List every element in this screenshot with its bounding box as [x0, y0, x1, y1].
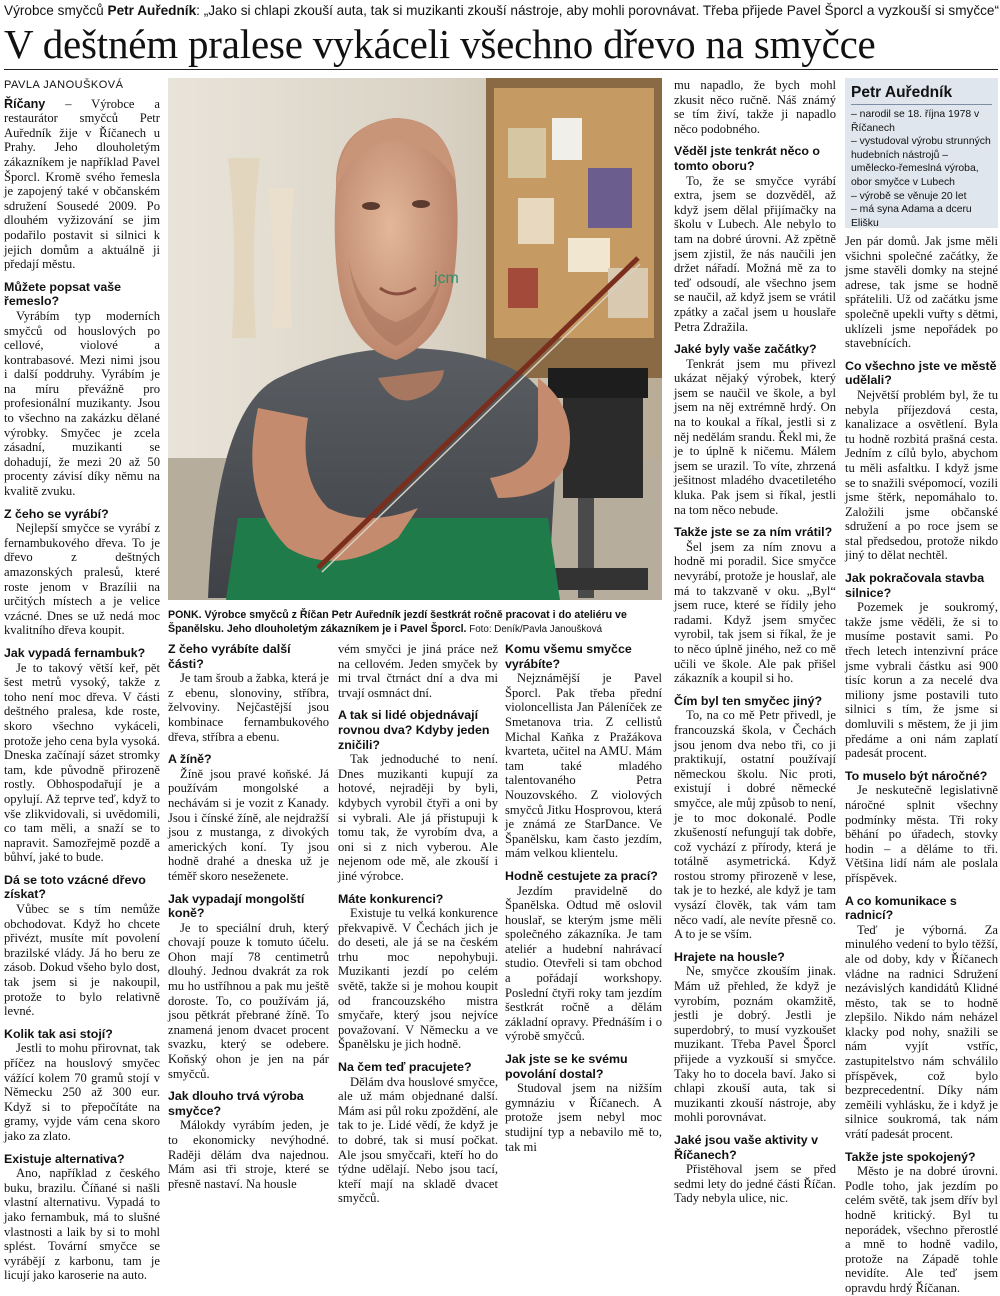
interview-answer: Největší problém byl, že tu nebyla příjezdová cesta, kanalizace a osvětlení. Byla tu hodně rozbitá prašná cesta. Jedním z cílů bylo, abychom tu měli asfaltku. I když jsme se to snažili svépomocí, vozili jsme štěrk, nepomáhalo to. Založili jsme občanské sdružení a po roce jsem se stal předsedou, protože nikdo jiný to dělat nechtěl.	[845, 387, 998, 563]
interview-answer: Nejlepší smyčce se vyrábí z fernambukového dřeva. To je dřevo z deštných amazonských pralesů, které roste jenom v Brazílii na určitých místech a je velice vzácné. Dnes se už nedá moc kvalitního dřeva koupit.	[4, 521, 160, 638]
header-rule	[4, 69, 998, 70]
interview-answer: Přistěhoval jsem se před sedmi lety do jedné části Říčan. Tady nebyla ulice, nic.	[674, 1162, 836, 1206]
qa-list	[338, 708, 498, 1206]
article-column-4	[505, 642, 662, 1154]
dateline: Říčany	[4, 96, 46, 111]
qa-list	[168, 642, 329, 1191]
profile-facts	[851, 108, 992, 230]
interview-answer: Je to speciální druh, který chovají pouze k tomuto účelu. Ohon mají 78 centimetrů dlouhý. Jednou dvakrát za rok mu ho ustříhnou a pak mu ještě doroste. To, co používám já, jsou pětkrát přebrané žíně. To znamená jenom dvacet procent svazku, který se odebere. Koňský ohon je jen na pár smyčců.	[168, 920, 329, 1081]
kicker	[4, 2, 1000, 19]
interview-question: Z čeho vyrábíte další části?	[168, 642, 291, 671]
shirt-logo: jcm	[434, 270, 459, 287]
interview-answer: Je to takový větší keř, pět šest metrů vysoký, takže z toho není moc dřeva. V části deštného pralesa, kde roste, skoro všechno vykáceli, protože jeho cena byla vysoká. Dneska začínají sázet stromky tam, kde původně přirozeně rostly. Obhospodařují je a opylují. Až teprve teď, když to vše zlikvidovali, si uvědomili, co tam měli, a snaží se to napravit. Samozřejmě pozdě a bůhví, jaké to bude.	[4, 660, 160, 865]
interview-question: Na čem teď pracujete?	[338, 1060, 472, 1075]
interview-answer: Existuje tu velká konkurence překvapivě. V Čechách jich je do deseti, ale já se na českém trhu moc nepohybuji. Muzikanti jezdí po celém světě, takže si je mohou koupit od francouzského mistra smyčaře, který jsou nejvíce považovaní. V Německu a ve Španělsku je jich hodně.	[338, 906, 498, 1052]
continued-paragraph: Jen pár domů. Jak jsme měli všichni společné začátky, že jsme stavěli domky na stejné adrese, tak jsme se hodně spřátelili. Už od začátku jsme společně upekli vuřty s dětmi, uklízeli jsme nepořádek po stavebnících.	[845, 234, 998, 351]
qa-list	[674, 144, 836, 1206]
interview-answer: Vyrábím typ moderních smyčců od houslových po cellové, violové a kontrabasové. Mezi nimi jsou i další poddruhy. Vyrábím je na míru převážně pro profesionální muzikanty. Jsou to všechno na zakázku dělané výrobky. Smyčec je zcela zásadní, muzikanti se dohadují, že mezi 20 až 50 procenty závisí díky němu na kvalitě zvuku.	[4, 308, 160, 499]
interview-question: Komu všemu smyčce vyrábíte?	[505, 642, 632, 671]
article-photo	[168, 78, 662, 600]
photo-caption	[168, 609, 662, 636]
interview-answer: Šel jsem za ním znovu a hodně mi poradil. Sice smyčce nevyrábí, protože je houslař, ale má to takzvaně v oku. „Byl“ jsem ruce, které se řídily jeho radami. Když jsem smyčec vyrobil, tak jsem si říkal, že je to něco úplně jiného, než co mě učili ve škole. Ale pak přišel zákazník a koupil si ho.	[674, 539, 836, 686]
kicker-lead: Výrobce smyčců	[4, 3, 108, 18]
interview-question: Jak dlouho trvá výroba smyčce?	[168, 1089, 304, 1118]
interview-answer: Žíně jsou pravé koňské. Já používám mongolské a nechávám si je vozit z Kanady. Jsou i čínské žíně, ale nejdražší jsou z mustanga, z divokých amerických koní. Ty jsou hodně drahé a dneska už je téměř skoro neseženete.	[168, 766, 329, 883]
article-column-6	[845, 234, 998, 1296]
interview-answer: To, na co mě Petr přivedl, je francouzská škola, v Čechách jsou jenom dva nebo tři, co ji praktikují, ostatní používají německou školu. Nic proti, existují i dobré německé smyčce, ale můj způsob to není, je to moc dokonalé. Podle zkušeností nefungují tak dobře, což vychází z přírody, která je totálně asymetrická. Když rostou stromy přirozeně v lese, tak je to hezké, ale když je tam vysází člověk, tak vám tam něco vadí, ale nevíte přesně co. A to je se vším.	[674, 708, 836, 942]
article-column-5	[674, 78, 836, 1206]
interview-question: Věděl jste tenkrát něco o tomto oboru?	[674, 144, 820, 173]
kicker-name: Petr Auředník	[107, 3, 197, 18]
interview-answer: Tenkrát jsem mu přivezl ukázat nějaký výrobek, který jsem se naučil ve škole, a byl jsem na něj extrémně hrdý. On na to koukal a říkal, jestli si z něj nedělám srandu. Řekl mi, že je to úplně k ničemu. Málem jsem se urazil. To víte, zhrzená ješitnost mladého dvacetiletého kluka. Pak jsem si říkal, jestli na tom něco nebude.	[674, 356, 836, 517]
interview-answer: Je tam šroub a žabka, která je z ebenu, slonoviny, stříbra, želvoviny. Nejčastější jsou kombinace fernambukového dřeva, stříbra a ebenu.	[168, 671, 329, 744]
profile-fact: – narodil se 18. října 1978 v Říčanech	[851, 109, 980, 134]
interview-answer: Jezdím pravidelně do Španělska. Odtud mě oslovil houslař, se kterým jsme měli společného zákazníka. Je tam ateliér a hudební nahrávací studio. Otevřeli si tam obchod a pořádají workshopy. Poslední čtyři roky tam jezdím šestkrát ročně a dělám základní opravy. Přednáším i o výrobě smyčců.	[505, 883, 662, 1044]
interview-question: Čím byl ten smyčec jiný?	[674, 693, 823, 708]
article-column-2	[168, 642, 329, 1191]
interview-question: Hodně cestujete za prací?	[505, 868, 658, 883]
interview-answer: Jestli to mohu přirovnat, tak příčez na houslový smyčec vážící kolem 70 gramů stojí v Německu 250 až 300 eur. Když si to přepočítáte na gramy, vyjde vám cena skoro jako za zlato.	[4, 1041, 160, 1143]
article-column-3	[338, 642, 498, 1206]
interview-question: Jak pokračovala stavba silnice?	[845, 571, 985, 600]
qa-list	[505, 642, 662, 1154]
interview-answer: Dělám dva houslové smyčce, ale už mám objednané další. Mám asi půl roku zpoždění, ale tak to je. Lidé vědí, že když je to dobré, tak si musí počkat. Ale jsou smyčcaři, kteří ho do týdne udělají. Nebo jsou tací, kteří mají na skladě dvacet smyčců.	[338, 1074, 498, 1206]
interview-answer: Město je na dobré úrovni. Podle toho, jak jezdím po celém světě, tak jsem dřív byl hodně kritický. Byl tu neporádek, všechno přerostlé a mně to hodně vadilo, protože na Západě tohle nevidíte. Ale teď jsem opravdu hrdý Říčanan.	[845, 1164, 998, 1295]
qa-list	[845, 359, 998, 1296]
author-byline: PAVLA JANOUŠKOVÁ	[4, 79, 124, 91]
interview-answer: Je neskutečně legislativně náročné splnit všechny podmínky města. Tři roky běhání po úřadech, stovky hodin – a děláme to tři. Většina lidí nám ale poslala příspěvek.	[845, 783, 998, 885]
interview-question: Jak vypadá fernambuk?	[4, 645, 146, 660]
caption-text: PONK. Výrobce smyčců z Říčan Petr Auředník jezdí šestkrát ročně pracovat i do ateliéru ve Španělsku. Jeho dlouholetým zákazníkem je i Pavel Šporcl.	[168, 609, 627, 635]
interview-question: Máte konkurenci?	[338, 891, 444, 906]
interview-answer: Málokdy vyrábím jeden, je to ekonomicky nevýhodné. Raději dělám dva najednou. Mám asi tři stroje, které se přesně nastaví. Na housle	[168, 1118, 329, 1191]
profile-name: Petr Auředník	[851, 83, 992, 105]
interview-question: Takže jste spokojený?	[845, 1149, 976, 1164]
interview-answer: Pozemek je soukromý, takže jsme věděli, že si to musíme postavit sami. Po třech letech intenzivní práce jsme vybrali částku asi 900 tisíc korun a za necelé dva miliony jsme postavili tuto silnici s tím, že jsme si domluvili s městem, že ji jim předáme a oni nám zaplatí padesát procent.	[845, 600, 998, 761]
interview-answer: Nejznámější je Pavel Šporcl. Pak třeba přední violoncellista Jan Páleníček ze Smetanova tria. Z cellistů Michal Kaňka z Pražákova kvarteta, učitel na AMU. Mám tam také mladého talentovaného Petra Nouzovského. Z violových smyčců Jitku Hosprovou, která je známá ze StarDance. Ve Španělsku, kam často jezdím, mám velkou klientelu.	[505, 671, 662, 861]
interview-question: Kolik tak asi stojí?	[4, 1026, 113, 1041]
interview-question: Dá se toto vzácné dřevo získat?	[4, 872, 146, 902]
interview-question: A tak si lidé objednávají rovnou dva? Kdyby jeden zničili?	[338, 708, 490, 752]
interview-question: Existuje alternativa?	[4, 1151, 125, 1166]
lead-paragraph	[4, 97, 160, 272]
profile-infobox	[845, 78, 998, 228]
article-column-1	[4, 78, 160, 1283]
interview-answer: Studoval jsem na nižším gymnáziu v Říčanech. A protože jsem nebyl moc studijní typ a nebavilo mě to, tak mi	[505, 1081, 662, 1154]
interview-question: Takže jste se za ním vrátil?	[674, 525, 833, 540]
headline: V deštném pralese vykáceli všechno dřevo na smyčce	[4, 21, 876, 67]
interview-question: A žíně?	[168, 752, 212, 767]
profile-fact: – vystudoval výrobu strunných hudebních nástrojů – umělecko-řemeslná výroba, obor smyčce v Lubech	[851, 136, 991, 188]
interview-answer: Tak jednoduché to není. Dnes muzikanti kupují za hotové, nejraději by byli, kdybych vyrobil čtyři a oni by si vybrali. Ale já přistupuji k tomu tak, že vyrobím dva, a oni si z nich vyberou. Ale nejenom ode mě, ale zkouší i jiné výrobce.	[338, 752, 498, 883]
continued-paragraph: mu napadlo, že bych mohl zkusit něco ručně. Náš známý se tím živí, takže ji napadlo něco podobného.	[674, 78, 836, 136]
interview-answer: Vůbec se s tím nemůže obchodovat. Když ho chcete přivézt, musíte mít povolení brazilské vlády. Já ho beru ze zásob. Dokud všeho bylo dost, tak jsem si je nakoupil, protože to bylo relativně levné.	[4, 902, 160, 1019]
interview-answer: To, že se smyčce vyrábí extra, jsem se dozvěděl, až když jsem dělal přijímačky na školu v Lubech. Ale nebylo to tam na dobré úrovni. Až zpětně jsem zjistil, že nás naučili jen držet nářadí. Možná mě za to teď odsoudí, ale všechno jsem se naučil, až když jsem se vrátil zpátky a začal jsem u houslaře Petra Zdražila.	[674, 173, 836, 334]
continued-paragraph: vém smyčci je jiná práce než na cellovém. Jeden smyček by mi trval čtrnáct dní a dva mi trvají osmnáct dní.	[338, 642, 498, 700]
interview-question: Můžete popsat vaše řemeslo?	[4, 279, 122, 309]
interview-question: Hrajete na housle?	[674, 949, 785, 964]
interview-question: Jaké byly vaše začátky?	[674, 342, 817, 357]
interview-question: Co všechno jste ve městě udělali?	[845, 358, 997, 388]
interview-question: Jak vypadají mongolští koně?	[168, 891, 305, 921]
interview-question: To muselo být náročné?	[845, 768, 988, 783]
portrait-illustration	[168, 78, 662, 600]
interview-answer: Ano, například z českého buku, brazilu. Číňané si našli vlastní alternativu. Vypadá to jako fernambuk, má to slušné vlastnosti a laik by si to mohl splést. Tovární smyčce se vyrábějí z karbonu, tam je licují jako karoserie na auto.	[4, 1166, 160, 1283]
profile-fact: – výrobě se věnuje 20 let	[851, 190, 967, 202]
kicker-quote: : „Jako si chlapi zkouší auta, tak si muzikanti zkouší nástroje, aby mohli porovnávat. Třeba přijede Pavel Šporcl a vyzkouší si smyčce“	[196, 3, 1000, 18]
interview-answer: Teď je výborná. Za minulého vedení to bylo těžší, ale od doby, kdy v Říčanech vládne na radnici Sdružení nezávislých kandidátů Klidné město, tak se to hodně zlepšilo. Nikdo nám neházel klacky pod nohy, snažili se nám vyjít vstříc, zastupitelstvo nám schválilo příspěvek, což bylo bezprecedentní. Díky nám zeměili vyhlásku, že i když je silnice soukromá, tak nám vrátí padesát procent.	[845, 922, 998, 1142]
profile-fact: – má syna Adama a dceru Elišku	[851, 204, 972, 229]
interview-answer: Ne, smyčce zkouším jinak. Mám už přehled, že když je vyrobím, poznám okamžitě, jestli je dobrý. Jestli je superdobrý, to musí vyzkoušet muzikant. Třeba Pavel Šporcl přijede a vyzkouší si smyčce. Taky ho to docela baví. Jako si chlapi zkouší auta, tak si muzikanti zkouší nástroje, aby mohli porovnávat.	[674, 964, 836, 1125]
interview-question: Z čeho se vyrábí?	[4, 506, 109, 521]
interview-question: Jaké jsou vaše aktivity v Říčanech?	[674, 1132, 818, 1162]
interview-question: A co komunikace s radnicí?	[845, 893, 957, 923]
qa-list	[4, 280, 160, 1283]
lead-text: – Výrobce a restaurátor smyčců Petr Auředník žije v Říčanech u Prahy. Jeho dlouholetým zákazníkem je například Pavel Šporcl. Kromě svého řemesla je zapojený také v občanském sdružení Sousedé 2009. Po dlouhém vyžizování se jim podařilo postavit si silnici k jejich domům a aktuálně ji předají městu.	[4, 96, 160, 272]
photo-credit: Foto: Deník/Pavla Janoušková	[466, 623, 603, 635]
interview-question: Jak jste se ke svému povolání dostal?	[505, 1052, 628, 1081]
